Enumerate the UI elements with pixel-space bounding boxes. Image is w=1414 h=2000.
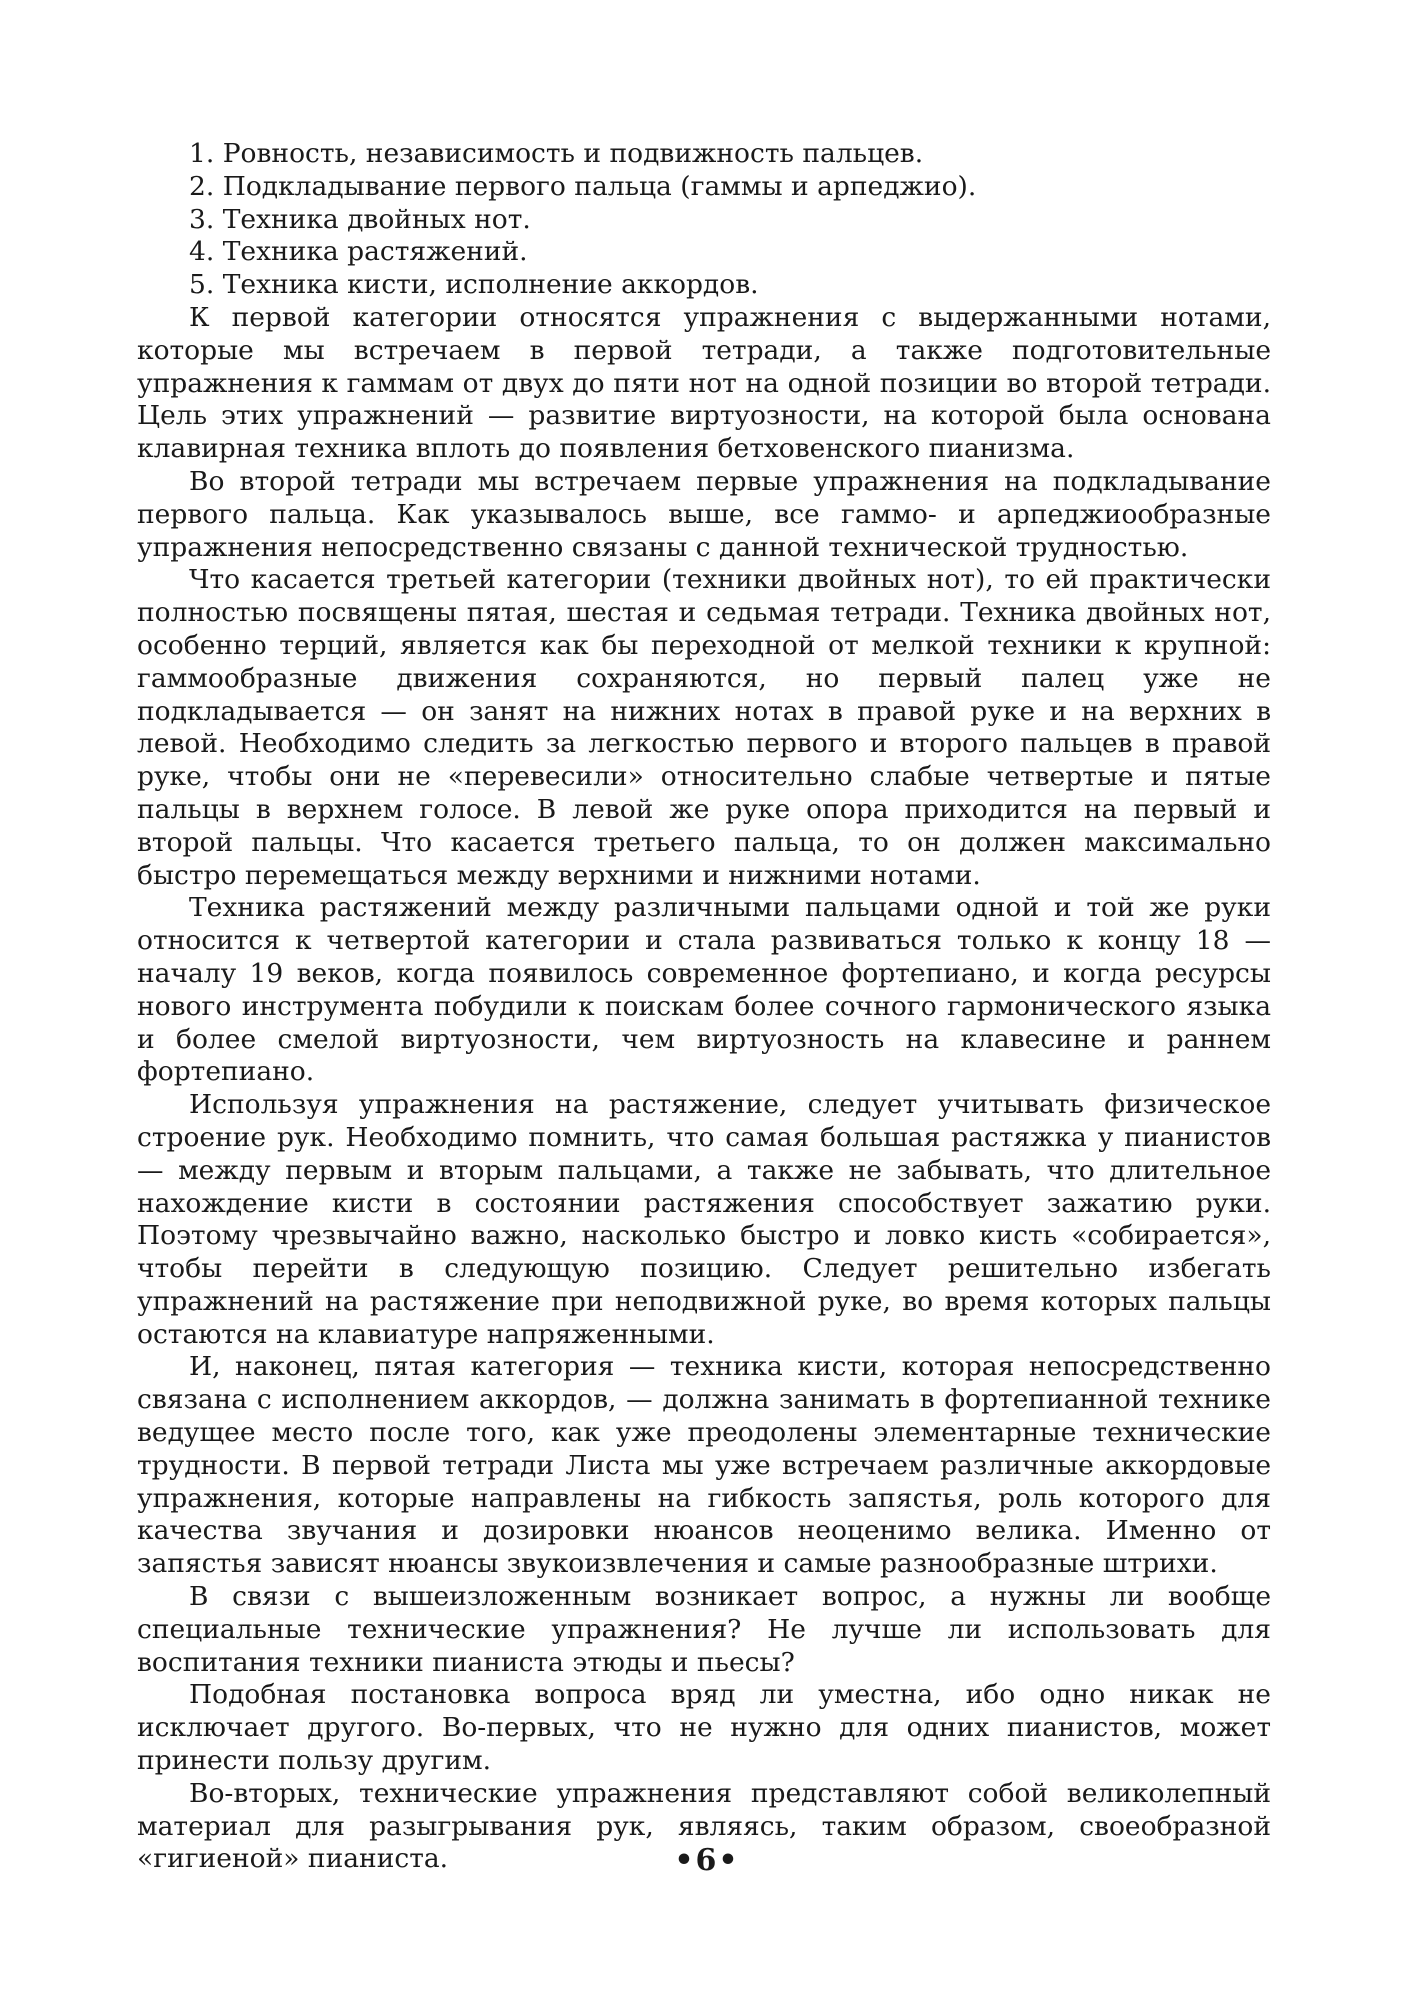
paragraph: К первой категории относятся упражнения с выдержанными нотами, которые мы встречаем в первой тетради, а также подготовительные упражнения к гаммам от двух до пяти нот на одной позиции во второй тетради. Цель этих упражнений — развитие виртуозности, на которой была основана клавирная техника вплоть до появления бетховенского пианизма. — [137, 301, 1271, 465]
paragraph: Во-вторых, технические упражнения представляют собой великолепный материал для разыгрывания рук, являясь, таким образом, своеобразной «гигиеной» пианиста. — [137, 1777, 1271, 1875]
list-item: 1. Ровность, независимость и подвижность пальцев. — [189, 138, 924, 169]
list-item: 3. Техника двойных нот. — [189, 203, 531, 235]
paragraph: В связи с вышеизложенным возникает вопрос, а нужны ли вообще специальные технические упражнения? Не лучше ли использовать для воспитания техники пианиста этюды и пьесы? — [137, 1581, 1271, 1678]
paragraph: И, наконец, пятая категория — техника кисти, которая непосредственно связана с исполнением аккордов, — должна занимать в фортепианной технике ведущее место после того, как уже преодолены элементарные технические трудности. В первой тетради Листа мы уже встречаем различные аккордовые упражнения, которые направлены на гибкость запястья, роль которого для качества звучания и дозировки нюансов неоценимо велика. Именно от запястья зависят нюансы звукоизвлечения и самые разнообразные штрихи. — [137, 1351, 1271, 1580]
page-body — [137, 138, 1271, 1876]
list-item: 2. Подкладывание первого пальца (гаммы и арпеджио). — [189, 170, 977, 202]
list-item: 4. Техника растяжений. — [189, 236, 528, 268]
list-item: 5. Техника кисти, исполнение аккордов. — [189, 269, 759, 301]
paragraph: Подобная постановка вопроса вряд ли уместна, ибо одно никак не исключает другого. Во-первых, что не нужно для одних пианистов, может принести пользу другим. — [137, 1679, 1271, 1777]
category-list — [137, 138, 1271, 302]
paragraph: Во второй тетради мы встречаем первые упражнения на подкладывание первого пальца. Как указывалось выше, все гаммо- и арпеджиообразные упражнения непосредственно связаны с данной технической трудностью. — [137, 465, 1271, 563]
paragraph: Что касается третьей категории (техники двойных нот), то ей практически полностью посвящены пятая, шестая и седьмая тетради. Техника двойных нот, особенно терций, является как бы переходной от мелкой техники к крупной: гаммообразные движения сохраняются, но первый палец уже не подкладывается — он занят на нижних нотах в правой руке и на верхних в левой. Необходимо следить за легкостью первого и второго пальцев в правой руке, чтобы они не «перевесили» относительно слабые четвертые и пятые пальцы в верхнем голосе. В левой же руке опора приходится на первый и второй пальцы. Что касается третьего пальца, то он должен максимально быстро перемещаться между верхними и нижними нотами. — [137, 564, 1271, 891]
paragraph: Техника растяжений между различными пальцами одной и той же руки относится к четвертой категории и стала развиваться только к концу 18 — началу 19 веков, когда появилось современное фортепиано, и когда ресурсы нового инструмента побудили к поискам более сочного гармонического языка и более смелой виртуозности, чем виртуозность на клавесине и раннем фортепиано. — [137, 892, 1271, 1088]
page-number: •6• — [674, 1843, 740, 1878]
paragraph: Используя упражнения на растяжение, следует учитывать физическое строение рук. Необходимо помнить, что самая большая растяжка у пианистов — между первым и вторым пальцами, а также не забывать, что длительное нахождение кисти в состоянии растяжения способствует зажатию руки. Поэтому чрезвычайно важно, насколько быстро и ловко кисть «собирается», чтобы перейти в следующую позицию. Следует решительно избегать упражнений на растяжение при неподвижной руке, во время которых пальцы остаются на клавиатуре напряженными. — [137, 1089, 1271, 1350]
